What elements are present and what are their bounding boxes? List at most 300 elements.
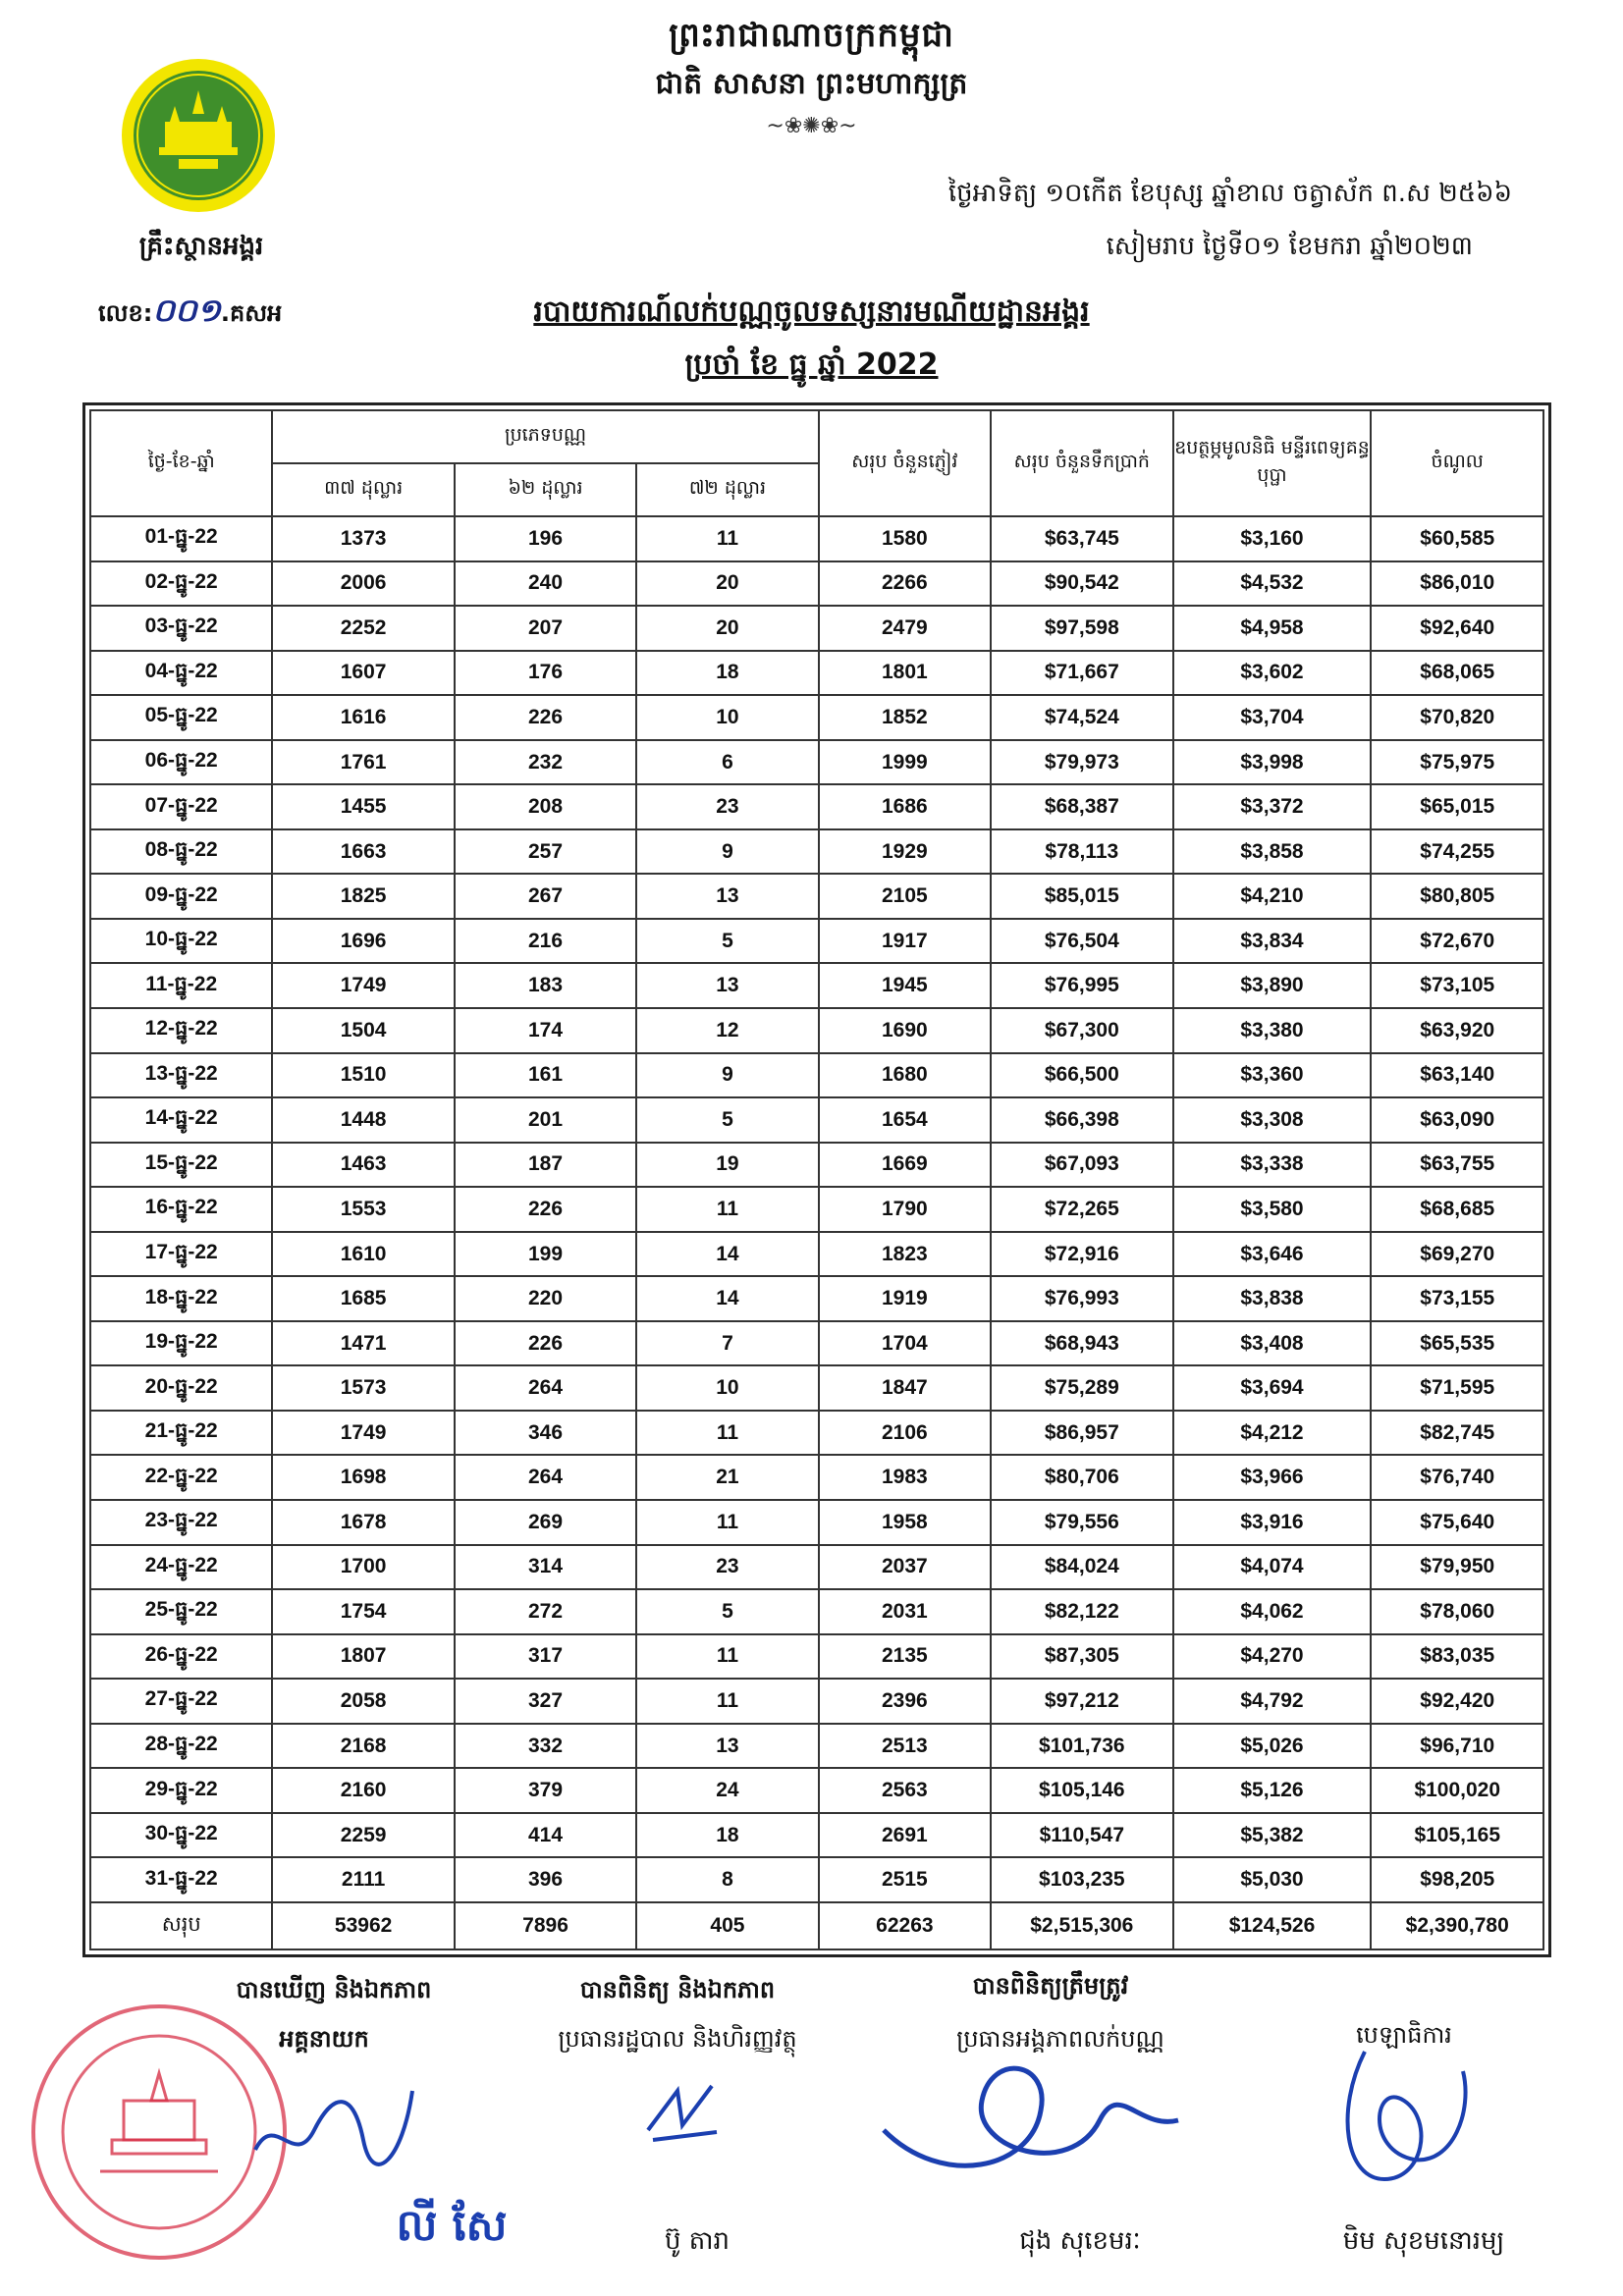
value-cell: 1573	[272, 1365, 454, 1411]
value-cell: $72,670	[1371, 919, 1543, 964]
value-cell: $4,532	[1173, 561, 1372, 607]
value-cell: $66,398	[991, 1097, 1172, 1143]
date-cell: 25-ធ្នូ-22	[90, 1589, 272, 1634]
value-cell: $98,205	[1371, 1857, 1543, 1902]
value-cell: 1761	[272, 740, 454, 785]
value-cell: 1616	[272, 695, 454, 740]
header-total-visitors: សរុប ចំនួនភ្ញៀវ	[819, 410, 991, 516]
table-row	[90, 1768, 1543, 1813]
date-cell: 03-ធ្នូ-22	[90, 606, 272, 651]
value-cell: 1801	[819, 651, 991, 696]
value-cell: 1825	[272, 874, 454, 919]
value-cell: 8	[636, 1857, 818, 1902]
table-row	[90, 784, 1543, 829]
value-cell: 196	[455, 516, 636, 561]
value-cell: 2259	[272, 1813, 454, 1858]
value-cell: 1373	[272, 516, 454, 561]
date-cell: 08-ធ្នូ-22	[90, 829, 272, 875]
value-cell: 1663	[272, 829, 454, 875]
value-cell: 199	[455, 1232, 636, 1277]
value-cell: 257	[455, 829, 636, 875]
value-cell: 1917	[819, 919, 991, 964]
value-cell: 314	[455, 1545, 636, 1590]
value-cell: $66,500	[991, 1053, 1172, 1098]
value-cell: 220	[455, 1276, 636, 1321]
value-cell: $103,235	[991, 1857, 1172, 1902]
date-cell: 21-ធ្នូ-22	[90, 1411, 272, 1456]
value-cell: $101,736	[991, 1724, 1172, 1769]
value-cell: 24	[636, 1768, 818, 1813]
header-ticket-72: ៧២ ដុល្លារ	[636, 463, 818, 516]
value-cell: 2135	[819, 1634, 991, 1680]
date-cell: 23-ធ្នូ-22	[90, 1500, 272, 1545]
value-cell: 23	[636, 1545, 818, 1590]
value-cell: $5,382	[1173, 1813, 1372, 1858]
value-cell: 13	[636, 874, 818, 919]
date-cell: 12-ធ្នូ-22	[90, 1008, 272, 1053]
header-ticket-37: ៣៧ ដុល្លារ	[272, 463, 454, 516]
value-cell: 2111	[272, 1857, 454, 1902]
value-cell: 1698	[272, 1455, 454, 1500]
total-cell: $2,515,306	[991, 1902, 1172, 1949]
value-cell: 226	[455, 1321, 636, 1366]
table-row	[90, 1276, 1543, 1321]
value-cell: 2058	[272, 1679, 454, 1724]
value-cell: $4,212	[1173, 1411, 1372, 1456]
value-cell: $92,640	[1371, 606, 1543, 651]
date-cell: 28-ធ្នូ-22	[90, 1724, 272, 1769]
value-cell: $72,265	[991, 1187, 1172, 1232]
value-cell: $97,598	[991, 606, 1172, 651]
ornament-divider: ~❀✺❀~	[766, 114, 857, 138]
value-cell: $3,834	[1173, 919, 1372, 964]
value-cell: 332	[455, 1724, 636, 1769]
value-cell: 240	[455, 561, 636, 607]
value-cell: 226	[455, 1187, 636, 1232]
value-cell: 2105	[819, 874, 991, 919]
table-row	[90, 1724, 1543, 1769]
table-row	[90, 1097, 1543, 1143]
value-cell: 9	[636, 1053, 818, 1098]
cashier-signature-icon	[1325, 2032, 1483, 2199]
value-cell: 1945	[819, 963, 991, 1008]
value-cell: $92,420	[1371, 1679, 1543, 1724]
table-row	[90, 1857, 1543, 1902]
value-cell: 2563	[819, 1768, 991, 1813]
value-cell: $79,950	[1371, 1545, 1543, 1590]
value-cell: $69,270	[1371, 1232, 1543, 1277]
value-cell: 183	[455, 963, 636, 1008]
value-cell: $72,916	[991, 1232, 1172, 1277]
value-cell: 1680	[819, 1053, 991, 1098]
solar-date: សៀមរាប ថ្ងៃទី០១ ខែមករា ឆ្នាំ២០២៣	[1106, 232, 1473, 261]
value-cell: 226	[455, 695, 636, 740]
table-row	[90, 1634, 1543, 1680]
value-cell: $4,958	[1173, 606, 1372, 651]
value-cell: $3,380	[1173, 1008, 1372, 1053]
value-cell: 176	[455, 651, 636, 696]
cashier-title: បេឡាធិការ	[1356, 2021, 1452, 2049]
value-cell: 1553	[272, 1187, 454, 1232]
date-cell: 24-ធ្នូ-22	[90, 1545, 272, 1590]
value-cell: $68,387	[991, 784, 1172, 829]
value-cell: $71,667	[991, 651, 1172, 696]
value-cell: 5	[636, 919, 818, 964]
table-row	[90, 1813, 1543, 1858]
report-title: របាយការណ៍លក់បណ្ណចូលទស្សនារមណីយដ្ឋានអង្គរ	[533, 294, 1090, 329]
total-cell: 7896	[455, 1902, 636, 1949]
value-cell: 1448	[272, 1097, 454, 1143]
value-cell: 7	[636, 1321, 818, 1366]
table-row	[90, 1187, 1543, 1232]
table-row	[90, 1545, 1543, 1590]
total-row	[90, 1902, 1543, 1949]
value-cell: 14	[636, 1232, 818, 1277]
header-revenue: ចំណូល	[1371, 410, 1543, 516]
value-cell: 11	[636, 1634, 818, 1680]
value-cell: 2515	[819, 1857, 991, 1902]
total-cell: 53962	[272, 1902, 454, 1949]
value-cell: 201	[455, 1097, 636, 1143]
value-cell: 23	[636, 784, 818, 829]
value-cell: 1958	[819, 1500, 991, 1545]
value-cell: 1852	[819, 695, 991, 740]
admin-finance-name: ប៊ូ តារា	[664, 2226, 730, 2256]
table-row	[90, 1365, 1543, 1411]
value-cell: $84,024	[991, 1545, 1172, 1590]
value-cell: $79,973	[991, 740, 1172, 785]
director-title: អគ្គនាយក	[279, 2025, 369, 2053]
value-cell: $68,943	[991, 1321, 1172, 1366]
value-cell: 1847	[819, 1365, 991, 1411]
value-cell: $74,255	[1371, 829, 1543, 875]
value-cell: $3,580	[1173, 1187, 1372, 1232]
value-cell: $67,300	[991, 1008, 1172, 1053]
value-cell: $83,035	[1371, 1634, 1543, 1680]
value-cell: $3,308	[1173, 1097, 1372, 1143]
value-cell: 13	[636, 1724, 818, 1769]
value-cell: $4,062	[1173, 1589, 1372, 1634]
value-cell: 6	[636, 740, 818, 785]
value-cell: 2160	[272, 1768, 454, 1813]
date-cell: 18-ធ្នូ-22	[90, 1276, 272, 1321]
value-cell: 20	[636, 606, 818, 651]
admin-finance-title: ប្រធានរដ្ឋបាល និងហិរញ្ញវត្ថុ	[558, 2025, 797, 2053]
organization-name: គ្រឹះស្ថានអង្គរ	[138, 232, 264, 261]
date-cell: 27-ធ្នូ-22	[90, 1679, 272, 1724]
value-cell: $3,360	[1173, 1053, 1372, 1098]
header-kantha-bopha-fund: ឧបត្ថម្ភមូលនិធិ មន្ទីរពេទ្យគន្ធបុប្ផា	[1173, 410, 1372, 516]
value-cell: $85,015	[991, 874, 1172, 919]
value-cell: $73,105	[1371, 963, 1543, 1008]
value-cell: 1463	[272, 1143, 454, 1188]
table-row	[90, 1679, 1543, 1724]
value-cell: $4,270	[1173, 1634, 1372, 1680]
seen-approved-label: បានឃើញ និងឯកភាព	[236, 1976, 432, 2003]
sales-unit-signature-icon	[874, 2042, 1198, 2189]
table-row	[90, 651, 1543, 696]
date-cell: 17-ធ្នូ-22	[90, 1232, 272, 1277]
value-cell: $3,858	[1173, 829, 1372, 875]
table-row	[90, 1232, 1543, 1277]
table-row	[90, 963, 1543, 1008]
value-cell: $71,595	[1371, 1365, 1543, 1411]
header-total-money: សរុប ចំនួនទឹកប្រាក់	[991, 410, 1172, 516]
value-cell: $80,805	[1371, 874, 1543, 919]
date-cell: 15-ធ្នូ-22	[90, 1143, 272, 1188]
value-cell: 208	[455, 784, 636, 829]
value-cell: 21	[636, 1455, 818, 1500]
national-motto: ជាតិ សាសនា ព្រះមហាក្សត្រ	[655, 67, 968, 101]
value-cell: $5,126	[1173, 1768, 1372, 1813]
value-cell: $105,146	[991, 1768, 1172, 1813]
value-cell: $79,556	[991, 1500, 1172, 1545]
value-cell: $63,755	[1371, 1143, 1543, 1188]
date-cell: 11-ធ្នូ-22	[90, 963, 272, 1008]
value-cell: $4,792	[1173, 1679, 1372, 1724]
value-cell: $3,408	[1173, 1321, 1372, 1366]
value-cell: 1669	[819, 1143, 991, 1188]
value-cell: $96,710	[1371, 1724, 1543, 1769]
total-cell: $2,390,780	[1371, 1902, 1543, 1949]
value-cell: 11	[636, 1187, 818, 1232]
date-cell: 09-ធ្នូ-22	[90, 874, 272, 919]
value-cell: $78,113	[991, 829, 1172, 875]
date-cell: 05-ធ្នូ-22	[90, 695, 272, 740]
table-row	[90, 919, 1543, 964]
value-cell: $76,995	[991, 963, 1172, 1008]
value-cell: $75,289	[991, 1365, 1172, 1411]
value-cell: $78,060	[1371, 1589, 1543, 1634]
value-cell: $75,640	[1371, 1500, 1543, 1545]
value-cell: 11	[636, 1411, 818, 1456]
reference-suffix: .គសអ	[220, 299, 283, 327]
sales-unit-name: ជុង សុខេមរៈ	[1019, 2226, 1141, 2256]
lunar-date: ថ្ងៃអាទិត្យ ១០កើត ខែបុស្ស ឆ្នាំខាល ចត្វាស័ក ព.ស ២៥៦៦	[947, 179, 1512, 208]
total-cell: 62263	[819, 1902, 991, 1949]
cashier-name: មិម សុខមនោរម្យ	[1342, 2226, 1505, 2256]
value-cell: $74,524	[991, 695, 1172, 740]
value-cell: 1685	[272, 1276, 454, 1321]
value-cell: 264	[455, 1455, 636, 1500]
reference-prefix: លេខ:	[98, 299, 153, 327]
value-cell: 9	[636, 829, 818, 875]
value-cell: $5,030	[1173, 1857, 1372, 1902]
table-row	[90, 695, 1543, 740]
date-cell: 13-ធ្នូ-22	[90, 1053, 272, 1098]
value-cell: $76,740	[1371, 1455, 1543, 1500]
date-cell: 07-ធ្នូ-22	[90, 784, 272, 829]
value-cell: $86,010	[1371, 561, 1543, 607]
value-cell: $3,838	[1173, 1276, 1372, 1321]
value-cell: $3,602	[1173, 651, 1372, 696]
value-cell: $3,890	[1173, 963, 1372, 1008]
value-cell: 2031	[819, 1589, 991, 1634]
value-cell: $110,547	[991, 1813, 1172, 1858]
value-cell: $3,704	[1173, 695, 1372, 740]
value-cell: 11	[636, 1679, 818, 1724]
sales-table-frame	[82, 402, 1551, 1957]
value-cell: 1455	[272, 784, 454, 829]
value-cell: $3,338	[1173, 1143, 1372, 1188]
report-period: ប្រចាំ ខែ ធ្នូ ឆ្នាំ 2022	[684, 347, 939, 382]
value-cell: $3,966	[1173, 1455, 1372, 1500]
value-cell: 1919	[819, 1276, 991, 1321]
value-cell: 1696	[272, 919, 454, 964]
date-cell: 30-ធ្នូ-22	[90, 1813, 272, 1858]
value-cell: $63,090	[1371, 1097, 1543, 1143]
value-cell: 10	[636, 1365, 818, 1411]
value-cell: 346	[455, 1411, 636, 1456]
table-row	[90, 740, 1543, 785]
value-cell: $105,165	[1371, 1813, 1543, 1858]
value-cell: 379	[455, 1768, 636, 1813]
table-row	[90, 1053, 1543, 1098]
table-row	[90, 1411, 1543, 1456]
table-row	[90, 1455, 1543, 1500]
value-cell: $63,140	[1371, 1053, 1543, 1098]
total-cell: សរុប	[90, 1902, 272, 1949]
value-cell: 2252	[272, 606, 454, 651]
value-cell: 1580	[819, 516, 991, 561]
value-cell: 1749	[272, 1411, 454, 1456]
value-cell: 2479	[819, 606, 991, 651]
value-cell: 267	[455, 874, 636, 919]
value-cell: $4,210	[1173, 874, 1372, 919]
director-name: លី សែ	[396, 2201, 508, 2251]
value-cell: $3,998	[1173, 740, 1372, 785]
value-cell: 19	[636, 1143, 818, 1188]
value-cell: 1678	[272, 1500, 454, 1545]
value-cell: 2513	[819, 1724, 991, 1769]
value-cell: 13	[636, 963, 818, 1008]
value-cell: $90,542	[991, 561, 1172, 607]
value-cell: $80,706	[991, 1455, 1172, 1500]
value-cell: $60,585	[1371, 516, 1543, 561]
value-cell: $5,026	[1173, 1724, 1372, 1769]
value-cell: 1929	[819, 829, 991, 875]
value-cell: 1654	[819, 1097, 991, 1143]
admin-signature-icon	[638, 2071, 727, 2150]
value-cell: 18	[636, 651, 818, 696]
value-cell: 1754	[272, 1589, 454, 1634]
value-cell: $68,065	[1371, 651, 1543, 696]
header-date: ថ្ងៃ-ខែ-ឆ្នាំ	[90, 410, 272, 516]
value-cell: 5	[636, 1097, 818, 1143]
value-cell: $63,920	[1371, 1008, 1543, 1053]
date-cell: 01-ធ្នូ-22	[90, 516, 272, 561]
verified-label: បានពិនិត្យត្រឹមត្រូវ	[972, 1972, 1129, 2000]
value-cell: $65,535	[1371, 1321, 1543, 1366]
value-cell: $68,685	[1371, 1187, 1543, 1232]
value-cell: 2168	[272, 1724, 454, 1769]
value-cell: 272	[455, 1589, 636, 1634]
header-ticket-62: ៦២ ដុល្លារ	[455, 463, 636, 516]
value-cell: 396	[455, 1857, 636, 1902]
value-cell: $86,957	[991, 1411, 1172, 1456]
header-ticket-type: ប្រភេទបណ្ណ	[272, 410, 818, 463]
value-cell: 12	[636, 1008, 818, 1053]
value-cell: $97,212	[991, 1679, 1172, 1724]
table-row	[90, 561, 1543, 607]
date-cell: 04-ធ្នូ-22	[90, 651, 272, 696]
value-cell: $76,504	[991, 919, 1172, 964]
table-row	[90, 874, 1543, 919]
value-cell: 2106	[819, 1411, 991, 1456]
value-cell: 1686	[819, 784, 991, 829]
value-cell: 2037	[819, 1545, 991, 1590]
table-body	[90, 516, 1543, 1902]
value-cell: $73,155	[1371, 1276, 1543, 1321]
sales-unit-title: ប្រធានអង្គភាពលក់បណ្ណ	[956, 2025, 1164, 2053]
value-cell: $100,020	[1371, 1768, 1543, 1813]
value-cell: 1823	[819, 1232, 991, 1277]
date-cell: 29-ធ្នូ-22	[90, 1768, 272, 1813]
sales-table	[89, 409, 1544, 1950]
kingdom-heading: ព្រះរាជាណាចក្រកម្ពុជា	[669, 16, 954, 55]
table-row	[90, 829, 1543, 875]
value-cell: $3,372	[1173, 784, 1372, 829]
value-cell: $67,093	[991, 1143, 1172, 1188]
value-cell: 1700	[272, 1545, 454, 1590]
value-cell: $75,975	[1371, 740, 1543, 785]
value-cell: 1999	[819, 740, 991, 785]
organization-logo-icon	[120, 57, 277, 214]
total-cell: 405	[636, 1902, 818, 1949]
value-cell: 207	[455, 606, 636, 651]
value-cell: 1607	[272, 651, 454, 696]
value-cell: 327	[455, 1679, 636, 1724]
value-cell: 1807	[272, 1634, 454, 1680]
value-cell: 1610	[272, 1232, 454, 1277]
value-cell: $82,745	[1371, 1411, 1543, 1456]
value-cell: 414	[455, 1813, 636, 1858]
value-cell: $3,694	[1173, 1365, 1372, 1411]
value-cell: 10	[636, 695, 818, 740]
value-cell: 2396	[819, 1679, 991, 1724]
value-cell: $87,305	[991, 1634, 1172, 1680]
value-cell: 20	[636, 561, 818, 607]
date-cell: 10-ធ្នូ-22	[90, 919, 272, 964]
value-cell: 1471	[272, 1321, 454, 1366]
value-cell: 14	[636, 1276, 818, 1321]
value-cell: $4,074	[1173, 1545, 1372, 1590]
director-signature-icon	[245, 2071, 422, 2179]
value-cell: $82,122	[991, 1589, 1172, 1634]
value-cell: 2691	[819, 1813, 991, 1858]
value-cell: $3,646	[1173, 1232, 1372, 1277]
date-cell: 19-ធ្នូ-22	[90, 1321, 272, 1366]
date-cell: 06-ធ្នូ-22	[90, 740, 272, 785]
value-cell: 11	[636, 1500, 818, 1545]
value-cell: 174	[455, 1008, 636, 1053]
value-cell: $70,820	[1371, 695, 1543, 740]
table-row	[90, 516, 1543, 561]
value-cell: 1749	[272, 963, 454, 1008]
date-cell: 16-ធ្នូ-22	[90, 1187, 272, 1232]
value-cell: 2266	[819, 561, 991, 607]
date-cell: 22-ធ្នូ-22	[90, 1455, 272, 1500]
value-cell: $76,993	[991, 1276, 1172, 1321]
value-cell: 1790	[819, 1187, 991, 1232]
value-cell: 269	[455, 1500, 636, 1545]
table-row	[90, 1321, 1543, 1366]
value-cell: 1983	[819, 1455, 991, 1500]
value-cell: 11	[636, 516, 818, 561]
value-cell: 216	[455, 919, 636, 964]
value-cell: $3,160	[1173, 516, 1372, 561]
value-cell: 1510	[272, 1053, 454, 1098]
